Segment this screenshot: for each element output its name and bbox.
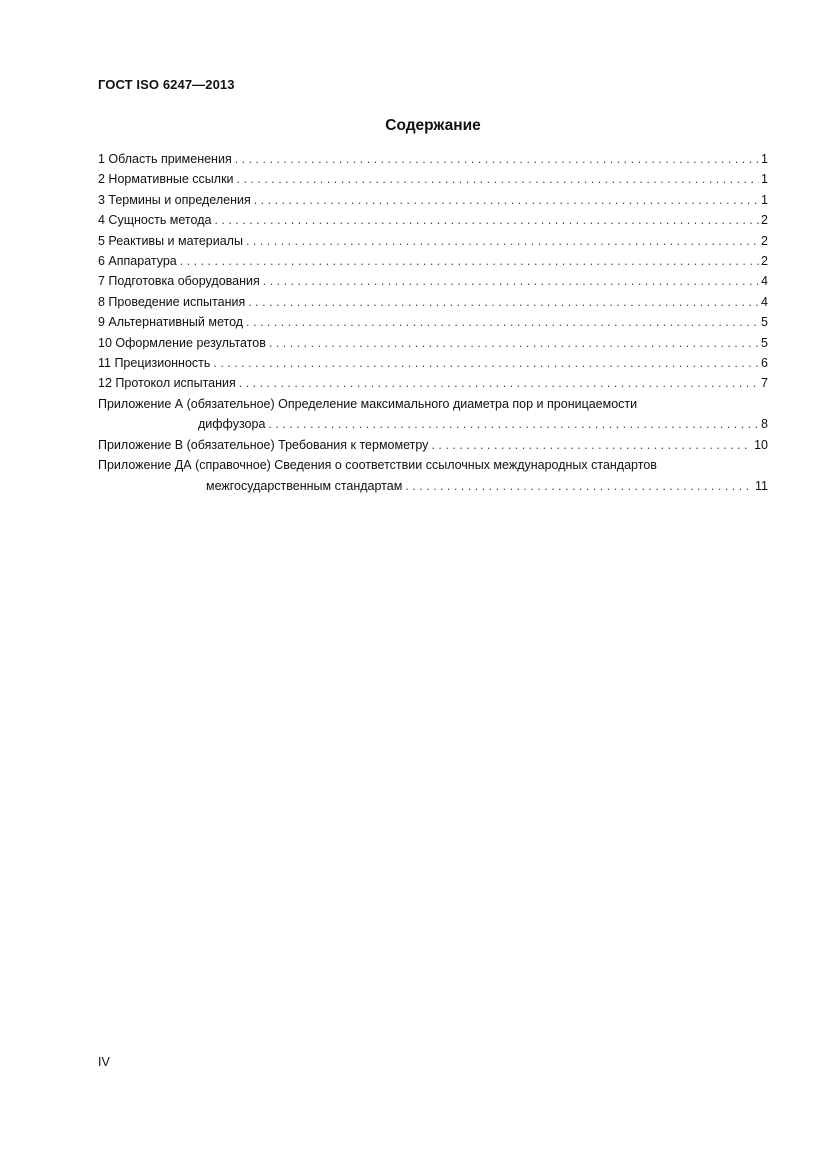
toc-entry-label-continued: межгосударственным стандартам	[206, 478, 403, 493]
leader-dots	[405, 476, 753, 496]
toc-entry[interactable]	[98, 312, 768, 332]
leader-dots	[235, 149, 759, 169]
toc-entry-page: 1	[761, 152, 768, 166]
toc-entry-page: 2	[761, 254, 768, 269]
toc-entry-page: 5	[761, 335, 768, 350]
leader-dots	[214, 210, 759, 230]
toc-entry[interactable]	[98, 231, 768, 251]
toc-entry-page: 4	[761, 294, 768, 309]
leader-dots	[269, 333, 759, 353]
leader-dots	[237, 169, 760, 189]
page-number: IV	[98, 1055, 110, 1069]
toc-entry-annex-da[interactable]	[98, 455, 768, 496]
toc-entry[interactable]	[98, 353, 768, 373]
toc-entry-label: 3 Термины и определения	[98, 192, 251, 207]
toc-entry-label: 11 Прецизионность	[98, 356, 211, 371]
leader-dots	[213, 353, 759, 373]
toc-entry[interactable]	[98, 251, 768, 271]
toc-entry-label: 10 Оформление результатов	[98, 335, 266, 350]
toc-entry[interactable]	[98, 373, 768, 393]
leader-dots	[248, 292, 759, 312]
toc-entry[interactable]	[98, 333, 768, 353]
toc-entry-label: 6 Аппаратура	[98, 254, 177, 269]
toc-entry[interactable]	[98, 292, 768, 312]
toc-entry-page: 1	[761, 172, 768, 187]
toc-entry[interactable]	[98, 190, 768, 210]
leader-dots	[268, 414, 759, 434]
toc-entry-label: 2 Нормативные ссылки	[98, 172, 234, 187]
toc-entry-label: 12 Протокол испытания	[98, 376, 236, 391]
toc-entry[interactable]	[98, 271, 768, 291]
leader-dots	[239, 373, 759, 393]
toc-entry-label: Приложение В (обязательное) Требования к термометру	[98, 437, 429, 452]
toc-entry[interactable]	[98, 210, 768, 230]
toc-entry-annex-a[interactable]	[98, 394, 768, 435]
document-code: ГОСТ ISO 6247—2013	[98, 77, 235, 92]
toc-entry[interactable]	[98, 149, 768, 169]
toc-entry-page: 7	[761, 376, 768, 391]
toc-entry-page: 1	[761, 192, 768, 207]
toc-entry-label: 9 Альтернативный метод	[98, 315, 244, 330]
toc-entry-label: Приложение ДА (справочное) Сведения о соответствии ссылочных международных стандартов	[98, 458, 657, 473]
leader-dots	[180, 251, 759, 271]
leader-dots	[431, 435, 752, 455]
toc-entry-label-continued: диффузора	[198, 417, 266, 432]
toc-entry-label: Приложение А (обязательное) Определение максимального диаметра пор и проницаемости	[98, 396, 638, 411]
toc-entry[interactable]	[98, 169, 768, 189]
table-of-contents	[98, 149, 768, 496]
leader-dots	[254, 190, 759, 210]
toc-title: Содержание	[385, 117, 481, 134]
toc-entry-label: 8 Проведение испытания	[98, 294, 246, 309]
toc-entry-label: 1 Область применения	[98, 152, 232, 166]
toc-entry-label: 4 Сущность метода	[98, 213, 212, 228]
toc-entry-page: 11	[755, 478, 768, 493]
toc-entry-label: 7 Подготовка оборудования	[98, 274, 260, 289]
toc-entry-page: 5	[761, 315, 768, 330]
toc-entry-page: 2	[761, 213, 768, 228]
leader-dots	[263, 271, 759, 291]
toc-entry-page: 4	[761, 274, 768, 289]
toc-entry-page: 2	[761, 233, 768, 248]
toc-entry-annex-b[interactable]	[98, 435, 768, 455]
leader-dots	[246, 231, 759, 251]
toc-entry-page: 8	[761, 417, 768, 432]
toc-entry-page: 10	[754, 437, 768, 452]
leader-dots	[246, 312, 759, 332]
toc-entry-page: 6	[761, 356, 768, 371]
toc-entry-label: 5 Реактивы и материалы	[98, 233, 243, 248]
